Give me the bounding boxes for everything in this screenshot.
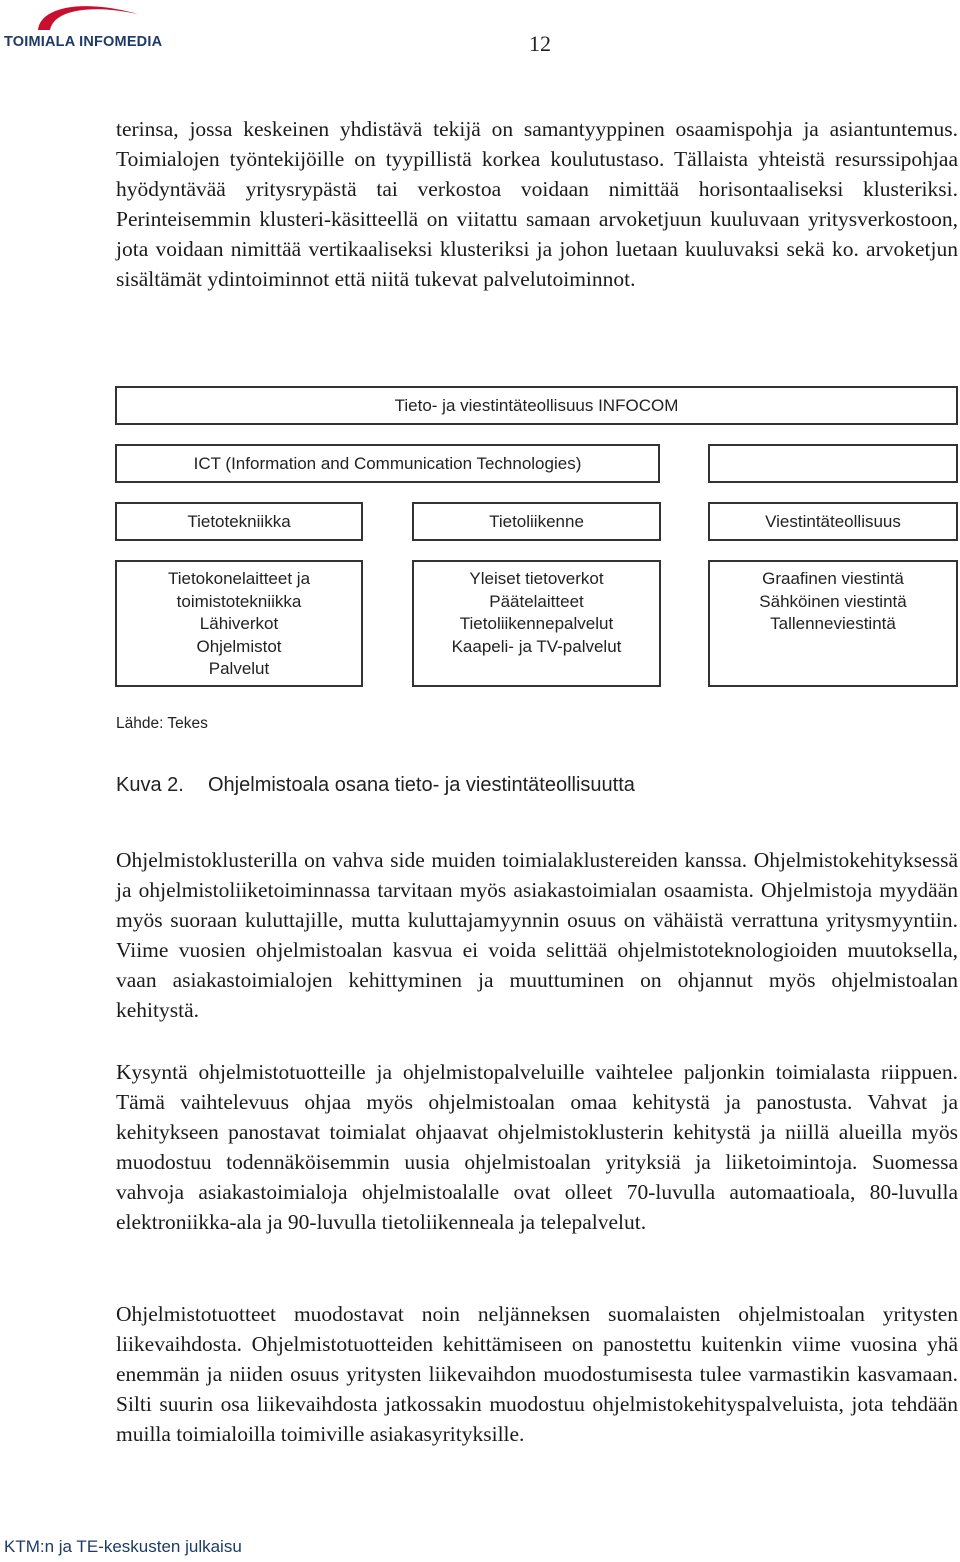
page-number: 12 — [529, 31, 551, 56]
logo-swoosh-icon — [30, 0, 150, 36]
body-paragraph-1: terinsa, jossa keskeinen yhdistävä tekijä on samantyyppinen osaamispohja ja asiantuntemus. Toimialojen työntekijöille on tyypillistä korkea koulutustaso. Tällaista yhteistä resurssipohjaa hyödyntävää yritysrypästä tai verkostoa voidaan nimittää horisontaaliseksi klusteriksi. Perinteisemmin klusteri-käsitteellä on viitattu samaan arvoketjuun kuuluvaan yritysverkostoon, jota voidaan nimittää vertikaaliseksi klusteriksi ja johon luetaan kuuluvaksi sekä ko. arvoketjun sisältämät ydintoiminnot että niitä tukevat palvelutoiminnot. — [116, 117, 958, 291]
detail-line: toimistotekniikka — [176, 591, 302, 611]
body-paragraph-3: Kysyntä ohjelmistotuotteille ja ohjelmistopalveluille vaihtelee paljonkin toimialasta riippuen. Tämä vaihtelevuus ohjaa myös ohjelmistoalan omaa kehitystä ja panostusta. Vahvat ja kehitykseen panostavat toimialat ohjaavat ohjelmistoklusterin kehitystä ja niillä alueilla myös muodostuu todennäköisemmin uusia ohjelmistoalan yrityksiä ja liiketoimintoja. Suomessa vahvoja asiakastoimialoja ohjelmistoalalle ovat olleet 70-luvulla automaatioala, 80-luvulla elektroniikka-ala ja 90-luvulla tietoliikenneala ja telepalvelut. — [116, 1060, 958, 1234]
footer-publication-name: KTM:n ja TE-keskusten julkaisu — [4, 1537, 242, 1556]
detail-line: Tietoliikennepalvelut — [459, 614, 614, 633]
diagram-box-tietotekniikka-details — [115, 560, 363, 687]
diagram-source: Lähde: Tekes — [116, 715, 208, 732]
detail-line: Sähköinen viestintä — [759, 591, 907, 611]
body-paragraph-4: Ohjelmistotuotteet muodostavat noin neljänneksen suomalaisten ohjelmistoalan yritysten liikevaihdosta. Ohjelmistotuotteiden kehittämiseen on panostettu kuitenkin viime vuosina yhä enemmän ja niiden osuus yritysten liikevaihdon muodostumisesta tulee varmastikin kasvamaan. Silti suurin osa liikevaihdosta jatkossakin muodostuu ohjelmistokehityspalveluista, jota tehdään muilla toimialoilla toimiville asiakasyrityksille. — [116, 1302, 958, 1446]
body-paragraph-2: Ohjelmistoklusterilla on vahva side muiden toimialaklustereiden kanssa. Ohjelmistokehityksessä ja ohjelmistoliiketoiminnassa tarvitaan myös asiakastoimialan osaamista. Ohjelmistoja myydään myös suoraan kuluttajille, mutta kuluttajamyynnin osuus on vähäistä verrattuna yritysmyyntiin. Viime vuosien ohjelmistoalan kasvua ei voida selittää ohjelmistoteknologioiden muutoksella, vaan asiakastoimialojen kehittyminen ja muuttuminen on ohjannut myös ohjelmistoalan kehitystä. — [116, 848, 958, 1022]
diagram-box-tietotekniikka: Tietotekniikka — [115, 502, 363, 541]
detail-line: Yleiset tietoverkot — [469, 569, 604, 588]
figure-caption-number: Kuva 2. — [116, 774, 184, 796]
detail-line: Päätelaitteet — [489, 591, 584, 611]
diagram-box-tietoliikenne: Tietoliikenne — [412, 502, 661, 541]
diagram-box-infocom: Tieto- ja viestintäteollisuus INFOCOM — [115, 386, 958, 425]
detail-line: Tallenneviestintä — [770, 614, 896, 633]
detail-line: Lähiverkot — [199, 614, 279, 633]
detail-line: Palvelut — [208, 659, 270, 678]
publisher-logo — [0, 0, 180, 56]
diagram-box-tietoliikenne-details — [412, 560, 661, 687]
figure-caption-text: Ohjelmistoala osana tieto- ja viestintäteollisuutta — [208, 774, 635, 796]
diagram-box-ict-empty — [708, 444, 958, 483]
diagram-box-viestinta-details — [708, 560, 958, 687]
figure-caption — [116, 774, 635, 797]
detail-line: Kaapeli- ja TV-palvelut — [451, 636, 622, 656]
detail-line: Graafinen viestintä — [762, 569, 904, 588]
diagram-box-viestintateollisuus: Viestintäteollisuus — [708, 502, 958, 541]
detail-line: Ohjelmistot — [196, 636, 282, 656]
diagram-box-ict: ICT (Information and Communication Technologies) — [115, 444, 660, 483]
detail-line: Tietokonelaitteet ja — [167, 569, 311, 588]
logo-text: TOIMIALA INFOMEDIA — [4, 34, 163, 50]
